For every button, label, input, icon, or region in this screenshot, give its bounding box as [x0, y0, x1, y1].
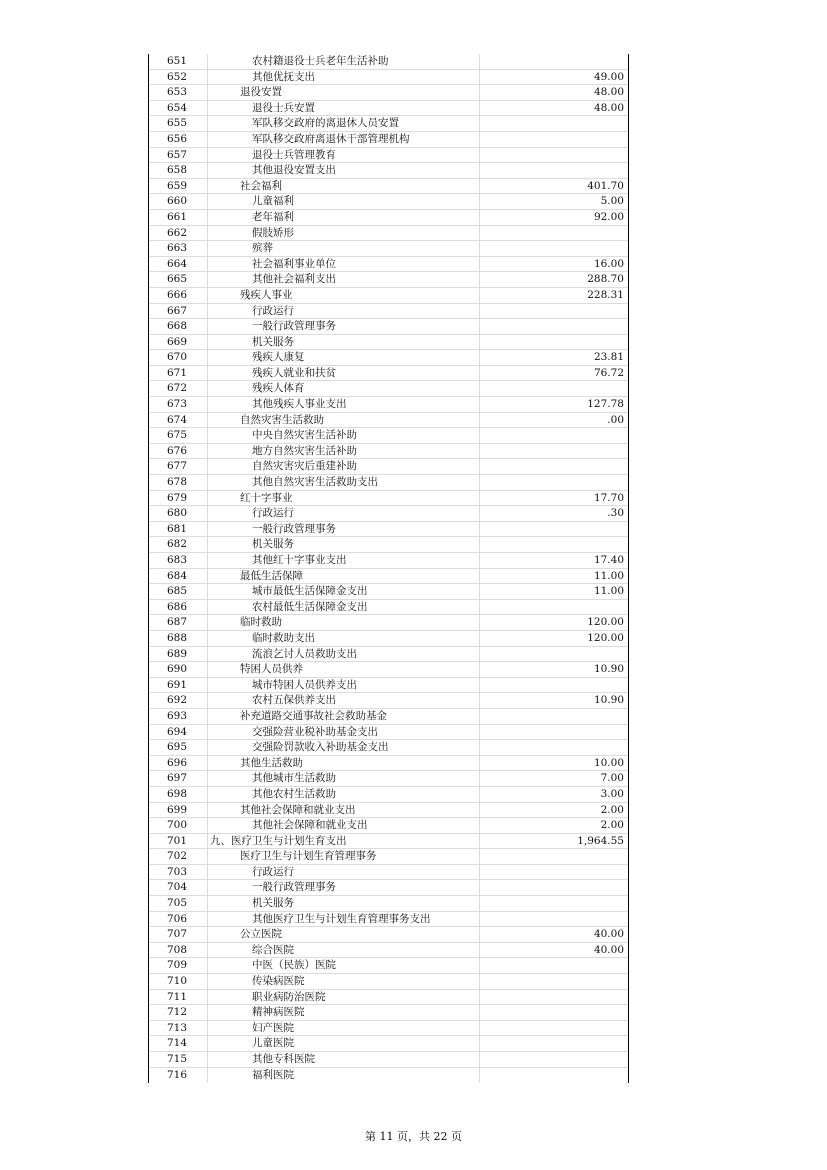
item-name: 流浪乞讨人员救助支出	[208, 647, 480, 662]
item-amount: 17.70	[593, 491, 624, 504]
item-name: 其他生活救助	[208, 756, 480, 771]
row-number: 702	[149, 849, 208, 864]
item-name: 医疗卫生与计划生育管理事务	[208, 849, 480, 864]
table-row	[149, 491, 628, 507]
item-amount	[480, 319, 626, 334]
item-amount	[480, 912, 626, 927]
item-amount	[480, 896, 626, 911]
item-amount: 288.70	[587, 273, 624, 286]
item-name: 其他社会保障和就业支出	[208, 818, 480, 833]
table-row	[149, 896, 628, 912]
item-amount	[480, 522, 626, 537]
item-amount	[480, 537, 626, 552]
item-name: 殡葬	[208, 241, 480, 256]
row-number: 692	[149, 693, 208, 708]
table-row	[149, 631, 628, 647]
row-number: 695	[149, 740, 208, 755]
item-name: 其他退役安置支出	[208, 163, 480, 178]
item-amount: 10.00	[593, 756, 624, 769]
row-number: 682	[149, 537, 208, 552]
table-row	[149, 428, 628, 444]
item-amount	[480, 725, 626, 740]
row-number: 663	[149, 241, 208, 256]
row-number: 666	[149, 288, 208, 303]
item-name: 军队移交政府的离退休人员安置	[208, 116, 480, 131]
row-number: 710	[149, 974, 208, 989]
row-number: 662	[149, 226, 208, 241]
row-number: 712	[149, 1005, 208, 1020]
item-amount	[480, 381, 626, 396]
table-row	[149, 475, 628, 491]
item-name: 地方自然灾害生活补助	[208, 444, 480, 459]
item-name: 城市最低生活保障金支出	[208, 584, 480, 599]
table-row	[149, 148, 628, 164]
table-row	[149, 179, 628, 195]
table-row	[149, 1021, 628, 1037]
row-number: 693	[149, 709, 208, 724]
row-number: 652	[149, 70, 208, 85]
item-name: 其他城市生活救助	[208, 771, 480, 786]
row-number: 671	[149, 366, 208, 381]
row-number: 715	[149, 1052, 208, 1067]
item-name: 城市特困人员供养支出	[208, 678, 480, 693]
item-amount	[480, 475, 626, 490]
item-name: 老年福利	[208, 210, 480, 225]
item-name: 社会福利	[208, 179, 480, 194]
item-amount	[480, 148, 626, 163]
item-amount: 127.78	[587, 398, 624, 411]
item-name: 中医（民族）医院	[208, 958, 480, 973]
item-amount: 17.40	[593, 554, 624, 566]
item-amount: 3.00	[600, 787, 624, 800]
table-row	[149, 725, 628, 741]
table-row	[149, 1036, 628, 1052]
row-number: 675	[149, 428, 208, 443]
item-name: 其他医疗卫生与计划生育管理事务支出	[208, 912, 480, 927]
table-row	[149, 210, 628, 226]
table-row	[149, 990, 628, 1006]
item-amount	[480, 304, 626, 319]
table-row	[149, 1005, 628, 1021]
item-amount	[480, 226, 626, 241]
item-name: 妇产医院	[208, 1021, 480, 1036]
item-amount: 10.90	[593, 663, 624, 676]
table-row	[149, 600, 628, 616]
item-name: 一般行政管理事务	[208, 880, 480, 895]
row-number: 651	[149, 54, 208, 69]
item-name: 儿童福利	[208, 194, 480, 209]
row-number: 668	[149, 319, 208, 334]
row-number: 660	[149, 194, 208, 209]
item-name: 最低生活保障	[208, 569, 480, 584]
table-row	[149, 927, 628, 943]
table-row	[149, 350, 628, 366]
row-number: 676	[149, 444, 208, 459]
row-number: 667	[149, 304, 208, 319]
item-name: 特困人员供养	[208, 662, 480, 677]
item-name: 其他社会福利支出	[208, 272, 480, 287]
row-number: 706	[149, 912, 208, 927]
item-name: 公立医院	[208, 927, 480, 942]
row-number: 716	[149, 1068, 208, 1084]
row-number: 714	[149, 1036, 208, 1051]
item-name: 精神病医院	[208, 1005, 480, 1020]
item-amount: 23.81	[593, 351, 624, 364]
row-number: 679	[149, 491, 208, 506]
row-number: 678	[149, 475, 208, 490]
item-amount	[480, 444, 626, 459]
row-number: 655	[149, 116, 208, 131]
table-row	[149, 756, 628, 772]
table-row	[149, 397, 628, 413]
item-amount	[480, 709, 626, 724]
item-name: 红十字事业	[208, 491, 480, 506]
item-name: 退役士兵安置	[208, 101, 480, 116]
item-name: 综合医院	[208, 943, 480, 958]
row-number: 658	[149, 163, 208, 178]
table-row	[149, 974, 628, 990]
table-row	[149, 257, 628, 273]
item-amount	[480, 428, 626, 443]
table-row	[149, 132, 628, 148]
item-amount	[480, 740, 626, 755]
table-row	[149, 803, 628, 819]
table-row	[149, 522, 628, 538]
item-amount	[480, 1021, 626, 1036]
table-row	[149, 662, 628, 678]
table-row	[149, 54, 628, 70]
row-number: 688	[149, 631, 208, 646]
item-amount	[480, 678, 626, 693]
page-footer: 第 11 页，共 22 页	[365, 1130, 462, 1143]
item-amount	[480, 974, 626, 989]
item-amount	[480, 335, 626, 350]
row-number: 659	[149, 179, 208, 194]
table-row	[149, 537, 628, 553]
table-row	[149, 459, 628, 475]
item-amount: 92.00	[593, 210, 624, 223]
item-name: 农村籍退役士兵老年生活补助	[208, 54, 480, 69]
item-amount	[480, 849, 626, 864]
item-amount: 401.70	[587, 179, 624, 192]
budget-table	[148, 54, 629, 1083]
table-row	[149, 241, 628, 257]
item-name: 机关服务	[208, 537, 480, 552]
table-row	[149, 116, 628, 132]
table-row	[149, 163, 628, 179]
item-name: 其他残疾人事业支出	[208, 397, 480, 412]
table-row	[149, 366, 628, 382]
item-amount	[480, 459, 626, 474]
row-number: 654	[149, 101, 208, 116]
item-amount: 11.00	[593, 569, 624, 582]
row-number: 673	[149, 397, 208, 412]
item-amount	[480, 1036, 626, 1051]
row-number: 690	[149, 662, 208, 677]
item-name: 其他专科医院	[208, 1052, 480, 1067]
item-name: 其他自然灾害生活救助支出	[208, 475, 480, 490]
item-name: 传染病医院	[208, 974, 480, 989]
item-amount	[480, 132, 626, 147]
item-amount	[480, 241, 626, 256]
row-number: 661	[149, 210, 208, 225]
row-number: 708	[149, 943, 208, 958]
table-row	[149, 865, 628, 881]
row-number: 670	[149, 350, 208, 365]
item-name: 行政运行	[208, 865, 480, 880]
table-row	[149, 101, 628, 117]
item-amount: 120.00	[587, 616, 624, 629]
row-number: 680	[149, 506, 208, 521]
item-amount	[480, 1068, 626, 1084]
row-number: 709	[149, 958, 208, 973]
table-row	[149, 584, 628, 600]
table-row	[149, 288, 628, 304]
item-name: 职业病防治医院	[208, 990, 480, 1005]
item-name: 退役安置	[208, 85, 480, 100]
item-amount	[480, 116, 626, 131]
row-number: 669	[149, 335, 208, 350]
row-number: 696	[149, 756, 208, 771]
item-name: 退役士兵管理教育	[208, 148, 480, 163]
item-name: 残疾人事业	[208, 288, 480, 303]
item-amount: 10.90	[593, 694, 624, 707]
item-amount: 1,964.55	[577, 834, 624, 847]
row-number: 656	[149, 132, 208, 147]
table-row	[149, 506, 628, 522]
row-number: 686	[149, 600, 208, 615]
table-row	[149, 444, 628, 460]
item-amount: 5.00	[600, 195, 624, 208]
table-row	[149, 740, 628, 756]
row-number: 653	[149, 85, 208, 100]
item-name: 临时救助支出	[208, 631, 480, 646]
item-name: 军队移交政府离退休干部管理机构	[208, 132, 480, 147]
item-amount	[480, 958, 626, 973]
item-amount: 49.00	[593, 70, 624, 83]
row-number: 685	[149, 584, 208, 599]
table-row	[149, 943, 628, 959]
row-number: 677	[149, 459, 208, 474]
row-number: 674	[149, 413, 208, 428]
table-row	[149, 381, 628, 397]
item-amount: 228.31	[587, 288, 624, 301]
table-row	[149, 1052, 628, 1068]
item-name: 农村五保供养支出	[208, 693, 480, 708]
row-number: 694	[149, 725, 208, 740]
item-amount	[480, 865, 626, 880]
row-number: 681	[149, 522, 208, 537]
row-number: 689	[149, 647, 208, 662]
table-row	[149, 647, 628, 663]
item-name: 行政运行	[208, 304, 480, 319]
item-name: 临时救助	[208, 615, 480, 630]
row-number: 684	[149, 569, 208, 584]
item-amount: 2.00	[600, 803, 624, 816]
item-name: 残疾人康复	[208, 350, 480, 365]
item-amount	[480, 600, 626, 615]
row-number: 664	[149, 257, 208, 272]
row-number: 713	[149, 1021, 208, 1036]
item-name: 交强险营业税补助基金支出	[208, 725, 480, 740]
item-amount: .00	[607, 413, 624, 426]
table-row	[149, 787, 628, 803]
item-name: 农村最低生活保障金支出	[208, 600, 480, 615]
row-number: 703	[149, 865, 208, 880]
item-amount: 76.72	[593, 366, 624, 379]
item-amount	[480, 54, 626, 69]
table-row	[149, 818, 628, 834]
row-number: 704	[149, 880, 208, 895]
table-row	[149, 912, 628, 928]
table-row	[149, 304, 628, 320]
table-row	[149, 693, 628, 709]
table-row	[149, 1068, 628, 1084]
table-row	[149, 834, 628, 850]
table-row	[149, 553, 628, 569]
item-name: 儿童医院	[208, 1036, 480, 1051]
item-amount: 48.00	[593, 101, 624, 114]
item-name: 补充道路交通事故社会救助基金	[208, 709, 480, 724]
table-row	[149, 413, 628, 429]
row-number: 687	[149, 615, 208, 630]
item-name: 机关服务	[208, 335, 480, 350]
item-name: 中央自然灾害生活补助	[208, 428, 480, 443]
item-name: 九、医疗卫生与计划生育支出	[208, 834, 480, 849]
item-name: 其他农村生活救助	[208, 787, 480, 802]
table-row	[149, 958, 628, 974]
item-name: 其他社会保障和就业支出	[208, 803, 480, 818]
item-amount	[480, 163, 626, 178]
item-name: 行政运行	[208, 506, 480, 521]
item-name: 一般行政管理事务	[208, 319, 480, 334]
item-amount	[480, 990, 626, 1005]
item-amount: .30	[607, 507, 624, 520]
table-row	[149, 678, 628, 694]
item-name: 其他红十字事业支出	[208, 553, 480, 568]
row-number: 657	[149, 148, 208, 163]
row-number: 711	[149, 990, 208, 1005]
item-amount	[480, 880, 626, 895]
row-number: 700	[149, 818, 208, 833]
item-amount: 48.00	[593, 86, 624, 99]
item-name: 机关服务	[208, 896, 480, 911]
item-amount: 11.00	[593, 585, 624, 598]
item-amount: 16.00	[593, 257, 624, 270]
item-amount	[480, 647, 626, 662]
row-number: 691	[149, 678, 208, 693]
item-amount: 40.00	[593, 943, 624, 956]
item-name: 残疾人体育	[208, 381, 480, 396]
row-number: 697	[149, 771, 208, 786]
item-name: 假肢矫形	[208, 226, 480, 241]
item-name: 交强险罚款收入补助基金支出	[208, 740, 480, 755]
item-name: 残疾人就业和扶贫	[208, 366, 480, 381]
table-row	[149, 85, 628, 101]
table-row	[149, 880, 628, 896]
item-name: 一般行政管理事务	[208, 522, 480, 537]
table-row	[149, 771, 628, 787]
item-name: 自然灾害灾后重建补助	[208, 459, 480, 474]
table-row	[149, 709, 628, 725]
table-row	[149, 272, 628, 288]
row-number: 698	[149, 787, 208, 802]
item-name: 社会福利事业单位	[208, 257, 480, 272]
item-name: 其他优抚支出	[208, 70, 480, 85]
table-row	[149, 849, 628, 865]
table-row	[149, 335, 628, 351]
table-row	[149, 194, 628, 210]
table-row	[149, 615, 628, 631]
item-amount: 2.00	[600, 819, 624, 832]
row-number: 665	[149, 272, 208, 287]
item-amount: 40.00	[593, 928, 624, 941]
row-number: 699	[149, 803, 208, 818]
item-amount	[480, 1005, 626, 1020]
row-number: 672	[149, 381, 208, 396]
row-number: 705	[149, 896, 208, 911]
item-amount: 7.00	[600, 772, 624, 785]
item-name: 福利医院	[208, 1068, 480, 1084]
item-amount	[480, 1052, 626, 1067]
table-row	[149, 226, 628, 242]
row-number: 683	[149, 553, 208, 568]
table-row	[149, 569, 628, 585]
item-amount: 120.00	[587, 631, 624, 644]
row-number: 707	[149, 927, 208, 942]
table-row	[149, 70, 628, 86]
table-row	[149, 319, 628, 335]
item-name: 自然灾害生活救助	[208, 413, 480, 428]
row-number: 701	[149, 834, 208, 849]
